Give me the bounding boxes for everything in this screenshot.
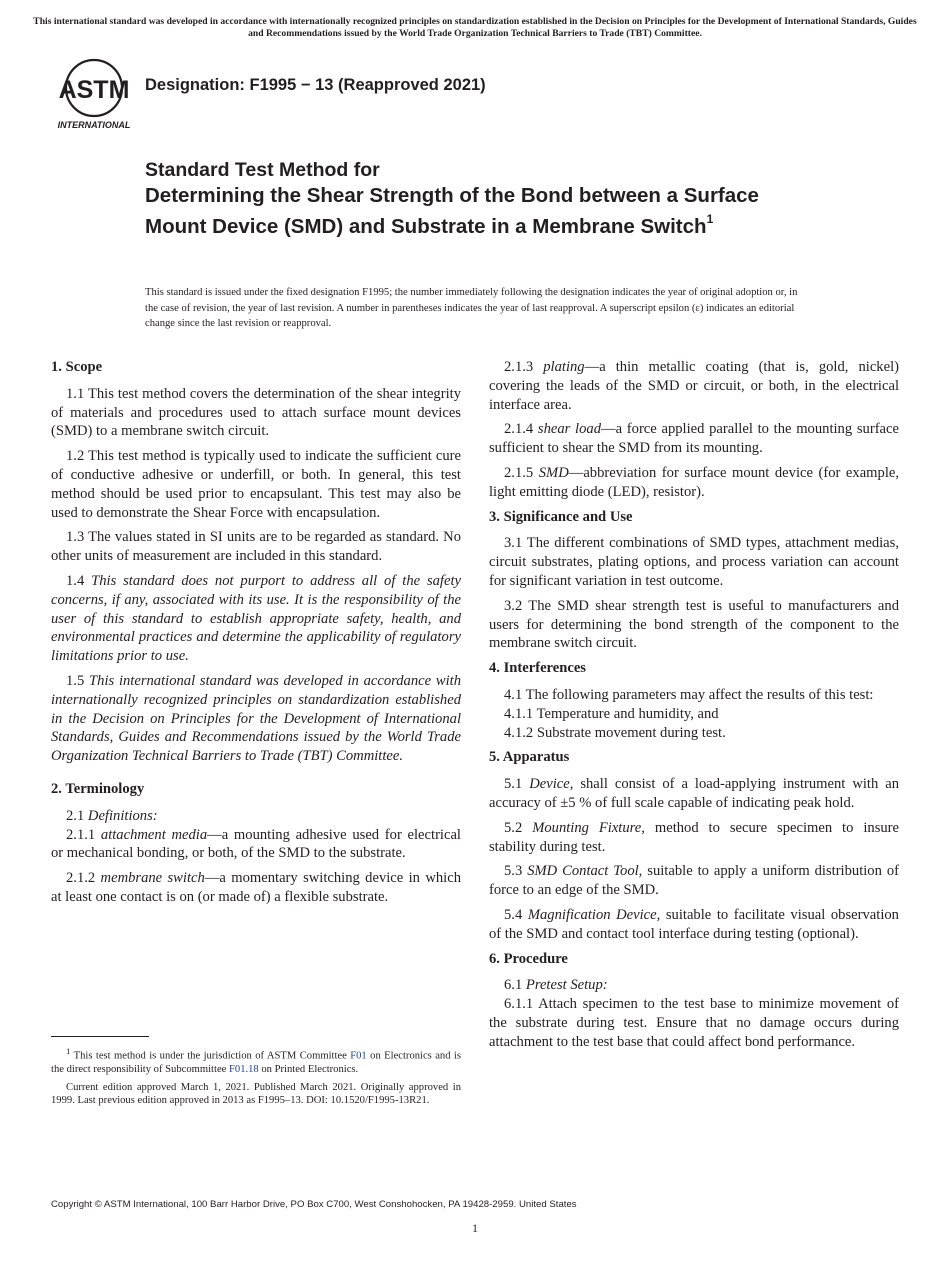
definition: —a thin metallic coating (that is, gold, nickel) covering the leads of the SMD or circuit, or both, in the electrical interface area.	[489, 359, 899, 413]
section-heading-apparatus: 5. Apparatus	[489, 749, 570, 766]
para-text: Definitions:	[87, 807, 158, 824]
section-heading-scope: 1. Scope	[51, 359, 103, 375]
term: SMD Contact Tool,	[527, 863, 643, 880]
para-1-1: 1.1 This test method covers the determination of the shear integrity of materials and procedures used to attach surface mount devices (SMD) to a membrane switch circuit.	[51, 385, 461, 440]
para-3-2: 3.2 The SMD shear strength test is useful to manufacturers and users for determining the bond strength of the component to the membrane switch circuit.	[489, 597, 899, 652]
para-number: 1.5	[66, 672, 85, 689]
para-number: 2.1.1	[66, 826, 96, 843]
para-text: This international standard was developed in accordance with internationally recognized principles on standardization established in the Decision on Principles for the Development of International Standards, Guides and Recommendations issued by the World Trade Organization Technical Barriers to Trade (TBT) Committee.	[51, 672, 462, 765]
subcommittee-f01-18-link[interactable]: F01.18	[229, 1064, 259, 1076]
footnote-divider	[51, 1036, 149, 1037]
svg-text:ASTM: ASTM	[58, 76, 130, 104]
title-prefix: Standard Test Method for	[145, 159, 380, 181]
term: membrane switch	[100, 870, 205, 887]
footnotes	[51, 1045, 461, 1112]
para-4-1: 4.1 The following parameters may affect the results of this test:	[504, 686, 874, 703]
left-column	[51, 358, 461, 913]
term: Mounting Fixture,	[532, 819, 645, 836]
term: Device,	[529, 776, 574, 793]
para-number: 2.1.4	[504, 421, 534, 438]
definition: shall consist of a load-applying instrument with an accuracy of ±5 % of full scale capable of indicating peak hold.	[489, 776, 899, 811]
footnote-text: This test method is under the jurisdiction of ASTM Committee	[70, 1050, 351, 1062]
para-number: 6.1	[504, 977, 523, 994]
designation: Designation: F1995 − 13 (Reapproved 2021)	[145, 76, 486, 94]
para-number: 2.1	[66, 807, 85, 824]
para-number: 2.1.2	[66, 870, 96, 887]
para-number: 5.1	[504, 776, 523, 793]
svg-text:INTERNATIONAL: INTERNATIONAL	[57, 120, 131, 130]
para-number: 5.2	[504, 819, 523, 836]
title-footnote-mark: 1	[706, 211, 714, 226]
para-number: 5.3	[504, 863, 523, 880]
definition: method to secure specimen to insure stability during test.	[489, 819, 900, 855]
para-2-1-2	[51, 869, 461, 907]
definition: —abbreviation for surface mount device (for example, light emitting diode (LED), resistor).	[489, 464, 899, 500]
term: shear load	[537, 421, 601, 438]
definition: —a momentary switching device in which at least one contact is on (or made of) a flexible substrate.	[51, 870, 461, 905]
para-number: 2.1.3	[504, 359, 534, 375]
definition: suitable to facilitate visual observation of the SMD and contact tool interface during testing (optional).	[489, 906, 899, 942]
section-heading-significance: 3. Significance and Use	[489, 508, 633, 525]
para-2-1-5	[489, 464, 899, 502]
right-column	[489, 358, 899, 1058]
para-5-2	[489, 819, 899, 857]
footnote-text: on Printed Electronics.	[258, 1064, 359, 1076]
committee-f01-link[interactable]: F01	[350, 1050, 367, 1062]
document-title	[145, 183, 825, 239]
para-1-5	[51, 672, 461, 766]
term: Magnification Device,	[527, 906, 661, 923]
definition: suitable to apply a uniform distribution of force to an edge of the SMD.	[489, 863, 899, 899]
term: plating	[543, 359, 585, 375]
para-5-3	[489, 862, 899, 900]
footnote-text: on Electronics and is the direct responsibility of Subcommittee	[51, 1050, 461, 1076]
footnote-mark: 1	[66, 1046, 71, 1056]
copyright-notice: Copyright © ASTM International, 100 Barr Harbor Drive, PO Box C700, West Conshohocken, PA 19428-2959. United States	[51, 1199, 577, 1210]
para-number: 1.4	[66, 572, 85, 589]
page-number: 1	[472, 1221, 478, 1235]
section-heading-terminology: 2. Terminology	[51, 780, 145, 797]
para-text: This standard does not purport to address all of the safety concerns, if any, associated with its use. It is the responsibility of the user of this standard to establish appropriate safety, health, and environmental practices and determine the applicability of regulatory limitations prior to use.	[51, 572, 461, 665]
top-notice: This international standard was developed in accordance with internationally recognized principles on standardization established in the Decision on Principles for the Development of International Standards, Guides and Recommendations issued by the World Trade Organization Technical Barriers to Trade (TBT) Committee.	[33, 16, 917, 39]
para-4-1-2: 4.1.2 Substrate movement during test.	[504, 724, 726, 741]
para-1-3: 1.3 The values stated in SI units are to be regarded as standard. No other units of measurement are included in this standard.	[51, 529, 461, 565]
para-number: 2.1.5	[504, 464, 534, 481]
issuance-note: This standard is issued under the fixed designation F1995; the number immediately following the designation indicates the year of original adoption or, in the case of revision, the year of last revision. A number in parentheses indicates the year of last reapproval. A superscript epsilon (ε) indicates an editorial change since the last revision or reapproval.	[145, 287, 798, 329]
footnote-edition: Current edition approved March 1, 2021. Published March 2021. Originally approved in 1999. Last previous edition approved in 2013 as F1995–13. DOI: 10.1520/F1995-13R21.	[51, 1081, 461, 1107]
para-number: 5.4	[504, 906, 523, 923]
para-6-1	[489, 976, 899, 995]
term: SMD	[538, 464, 569, 481]
section-heading-interferences: 4. Interferences	[489, 660, 586, 677]
term: attachment media	[100, 826, 208, 843]
footnote-1	[51, 1045, 461, 1077]
definition: —a mounting adhesive used for electrical or mechanical bonding, or both, of the SMD to the substrate.	[51, 826, 461, 862]
para-6-1-1: 6.1.1 Attach specimen to the test base to minimize movement of the substrate during test. Ensure that no damage occurs during attachment to the test base that could affect bond performance.	[489, 996, 899, 1050]
title-main: Determining the Shear Strength of the Bond between a Surface Mount Device (SMD) and Substrate in a Membrane Switch	[145, 184, 759, 238]
para-1-2: 1.2 This test method is typically used to indicate the sufficient cure of conductive adhesive or underfill, or both. In general, this test method should be used prior to encapsulant. This test may also be used to demonstrate the Shear Force with encapsulation.	[51, 448, 461, 521]
para-1-4	[51, 572, 461, 666]
para-text: Pretest Setup:	[525, 977, 608, 994]
para-2-1-3	[489, 358, 899, 414]
para-5-1	[489, 775, 899, 813]
section-heading-procedure: 6. Procedure	[489, 950, 568, 967]
para-2-1	[51, 807, 461, 826]
para-2-1-1	[51, 826, 461, 864]
para-4-1-1: 4.1.1 Temperature and humidity, and	[504, 705, 719, 722]
definition: —a force applied parallel to the mounting surface sufficient to shear the SMD from its mounting.	[489, 421, 899, 457]
para-3-1: 3.1 The different combinations of SMD types, attachment medias, circuit substrates, plating options, and process variation can account for significant variation in test outcome.	[489, 535, 899, 589]
para-2-1-4	[489, 420, 899, 458]
para-5-4	[489, 906, 899, 944]
astm-international-logo	[52, 56, 136, 132]
